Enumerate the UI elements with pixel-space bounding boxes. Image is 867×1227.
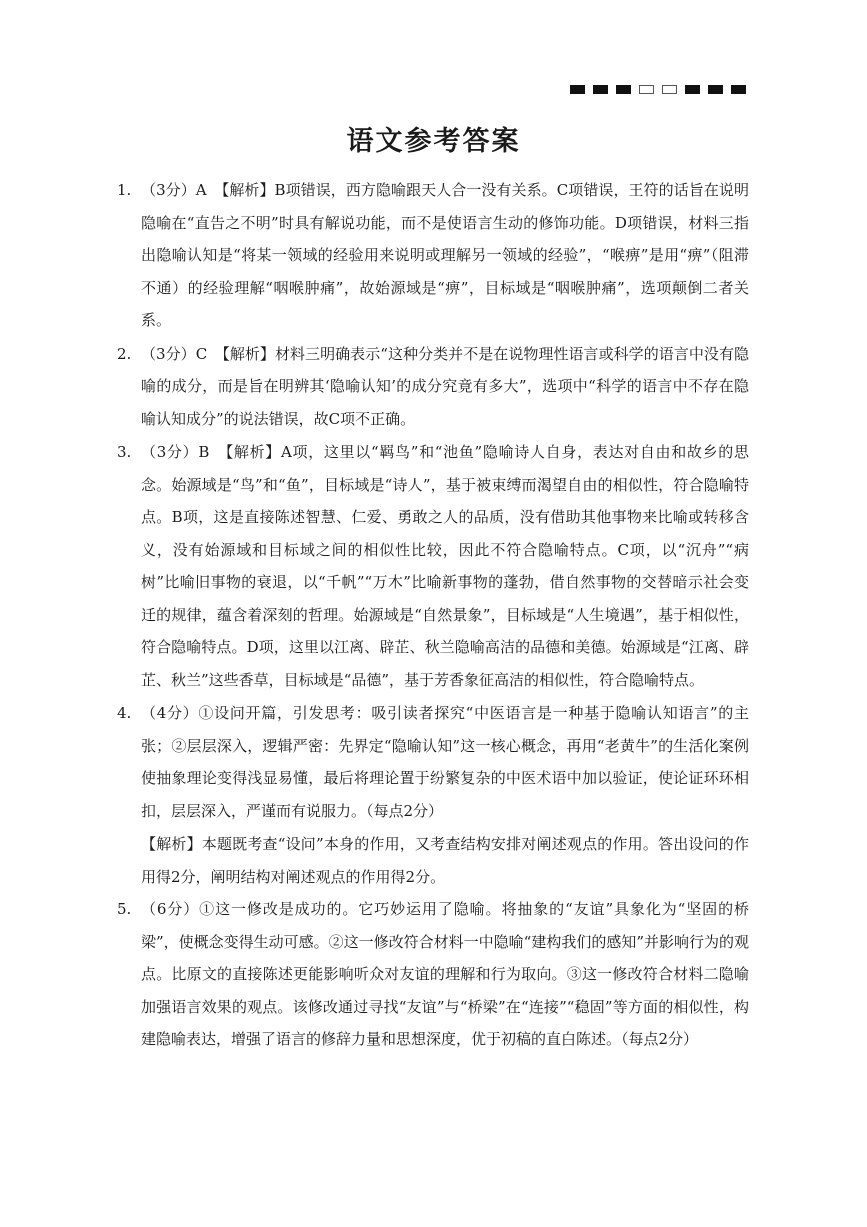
answer-item: [117, 893, 749, 1056]
answer-number: 3.: [117, 443, 132, 461]
header-mark: [731, 85, 746, 94]
answer-item: [117, 338, 749, 436]
answer-body: （3分）A 【解析】B项错误，西方隐喻跟天人合一没有关系。C项错误，王符的话旨在说明隐喻在“直告之不明”时具有解说功能，而不是使语言生动的修饰功能。D项错误，材料三指出隐喻认知是“将某一领域的经验用来说明或理解另一领域的经验”，“喉痹”是用“痹”（阻滞不通）的经验理解“咽喉肿痛”，故始源域是“痹”，目标域是“咽喉肿痛”，选项颠倒二者关系。: [141, 181, 749, 329]
answer-number: 4.: [117, 704, 132, 722]
answer-number: 5.: [117, 900, 132, 918]
answer-list: [117, 174, 749, 1057]
header-mark: [639, 85, 654, 94]
answer-body: （4分）①设问开篇，引发思考：吸引读者探究“中医语言是一种基于隐喻认知语言”的主张；②层层深入，逻辑严密：先界定“隐喻认知”这一核心概念，再用“老黄牛”的生活化案例使抽象理论变得浅显易懂，最后将理论置于纷繁复杂的中医术语中加以验证，使论证环环相扣，层层深入，严谨而有说服力。（每点2分）: [141, 704, 749, 820]
answer-number: 2.: [117, 344, 132, 363]
header-mark: [685, 85, 700, 94]
answer-item: [117, 436, 749, 696]
answer-body: （3分）B 【解析】A项，这里以“羁鸟”和“池鱼”隐喻诗人自身，表达对自由和故乡的思念。始源域是“鸟”和“鱼”，目标域是“诗人”，基于被束缚而渴望自由的相似性，符合隐喻特点。B项，这是直接陈述智慧、仁爱、勇敢之人的品质，没有借助其他事物来比喻或转移含义，没有始源域和目标域之间的相似性比较，因此不符合隐喻特点。C项，以“沉舟”“病树”比喻旧事物的衰退，以“千帆”“万木”比喻新事物的蓬勃，借自然事物的交替暗示社会变迁的规律，蕴含着深刻的哲理。始源域是“自然景象”，目标域是“人生境遇”，基于相似性，符合隐喻特点。D项，这里以江离、辟芷、秋兰隐喻高洁的品德和美德。始源域是“江离、辟芷、秋兰”这些香草，目标域是“品德”，基于芳香象征高洁的相似性，符合隐喻特点。: [141, 443, 749, 689]
header-marks: [570, 85, 746, 94]
answer-note: 【解析】本题既考查“设问”本身的作用，又考查结构安排对阐述观点的作用。答出设问的作用得2分，阐明结构对阐述观点的作用得2分。: [141, 835, 749, 886]
header-mark: [708, 85, 723, 94]
answer-item: [117, 697, 749, 827]
header-mark: [616, 85, 631, 94]
answer-body: （3分）C 【解析】材料三明确表示“这种分类并不是在说物理性语言或科学的语言中没有隐喻的成分，而是旨在明辨其‘隐喻认知’的成分究竟有多大”，选项中“科学的语言中不存在隐喻认知成分”的说法错误，故C项不正确。: [141, 344, 749, 428]
header-mark: [662, 85, 677, 94]
answer-item: [117, 174, 749, 337]
header-mark: [570, 85, 585, 94]
page-title: 语文参考答案: [346, 126, 521, 157]
answer-body: （6分）①这一修改是成功的。它巧妙运用了隐喻。将抽象的“友谊”具象化为“坚固的桥梁”，使概念变得生动可感。②这一修改符合材料一中隐喻“建构我们的感知”并影响行为的观点。比原文的直接陈述更能影响听众对友谊的理解和行为取向。③这一修改符合材料二隐喻加强语言效果的观点。该修改通过寻找“友谊”与“桥梁”在“连接”“稳固”等方面的相似性，构建隐喻表达，增强了语言的修辞力量和思想深度，优于初稿的直白陈述。（每点2分）: [141, 900, 750, 1048]
header-mark: [593, 85, 608, 94]
answer-number: 1.: [117, 181, 132, 199]
